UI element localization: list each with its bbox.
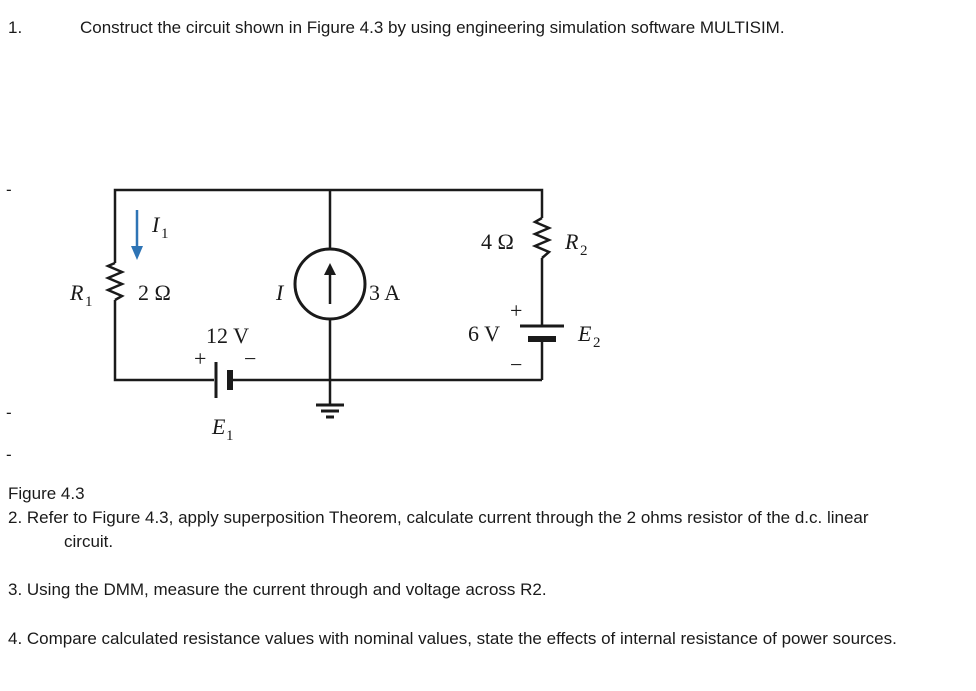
- bullet-dash: -: [6, 180, 12, 199]
- r1-value: 2 Ω: [138, 280, 171, 305]
- bullet-dash: -: [6, 403, 12, 422]
- r2-label: R: [565, 229, 579, 254]
- r1-subscript: 1: [85, 294, 93, 310]
- r2-subscript: 2: [580, 243, 588, 259]
- e1-subscript: 1: [226, 428, 234, 444]
- current-source-icon: [295, 249, 365, 319]
- question-1-number: 1.: [8, 18, 23, 37]
- question-3-text: 3. Using the DMM, measure the current through and voltage across R2.: [8, 580, 547, 599]
- e2-battery-icon: [520, 326, 564, 339]
- e2-value: 6 V: [468, 321, 500, 346]
- r1-label: R: [70, 280, 84, 305]
- bullet-dash: -: [6, 445, 12, 464]
- current-arrow-icon: [131, 210, 143, 260]
- r1-resistor-icon: [108, 263, 122, 300]
- e1-label: E: [212, 414, 226, 439]
- i1-subscript: 1: [161, 226, 169, 242]
- e2-minus: −: [510, 352, 523, 377]
- question-1-text: Construct the circuit shown in Figure 4.3 by using engineering simulation software MULTISIM.: [80, 18, 785, 37]
- i1-label: I: [152, 212, 160, 237]
- figure-caption: Figure 4.3: [8, 484, 85, 503]
- ground-icon: [316, 405, 344, 417]
- source-current-label: I: [276, 280, 284, 305]
- e1-battery-icon: [216, 362, 230, 398]
- r2-value: 4 Ω: [481, 229, 514, 254]
- e2-subscript: 2: [593, 335, 601, 351]
- e1-value: 12 V: [206, 323, 249, 348]
- e1-minus: −: [244, 346, 257, 371]
- e2-label: E: [578, 321, 592, 346]
- source-value: 3 A: [369, 280, 401, 305]
- question-2-continuation: circuit.: [64, 532, 114, 551]
- e2-plus: +: [510, 298, 523, 323]
- r2-resistor-icon: [535, 218, 549, 258]
- question-4-text: 4. Compare calculated resistance values with nominal values, state the effects of internal resistance of power sources.: [8, 629, 897, 648]
- question-2-text: 2. Refer to Figure 4.3, apply superposition Theorem, calculate current through the 2 ohms resistor of the d.c. linear: [8, 508, 869, 527]
- e1-plus: +: [194, 346, 207, 371]
